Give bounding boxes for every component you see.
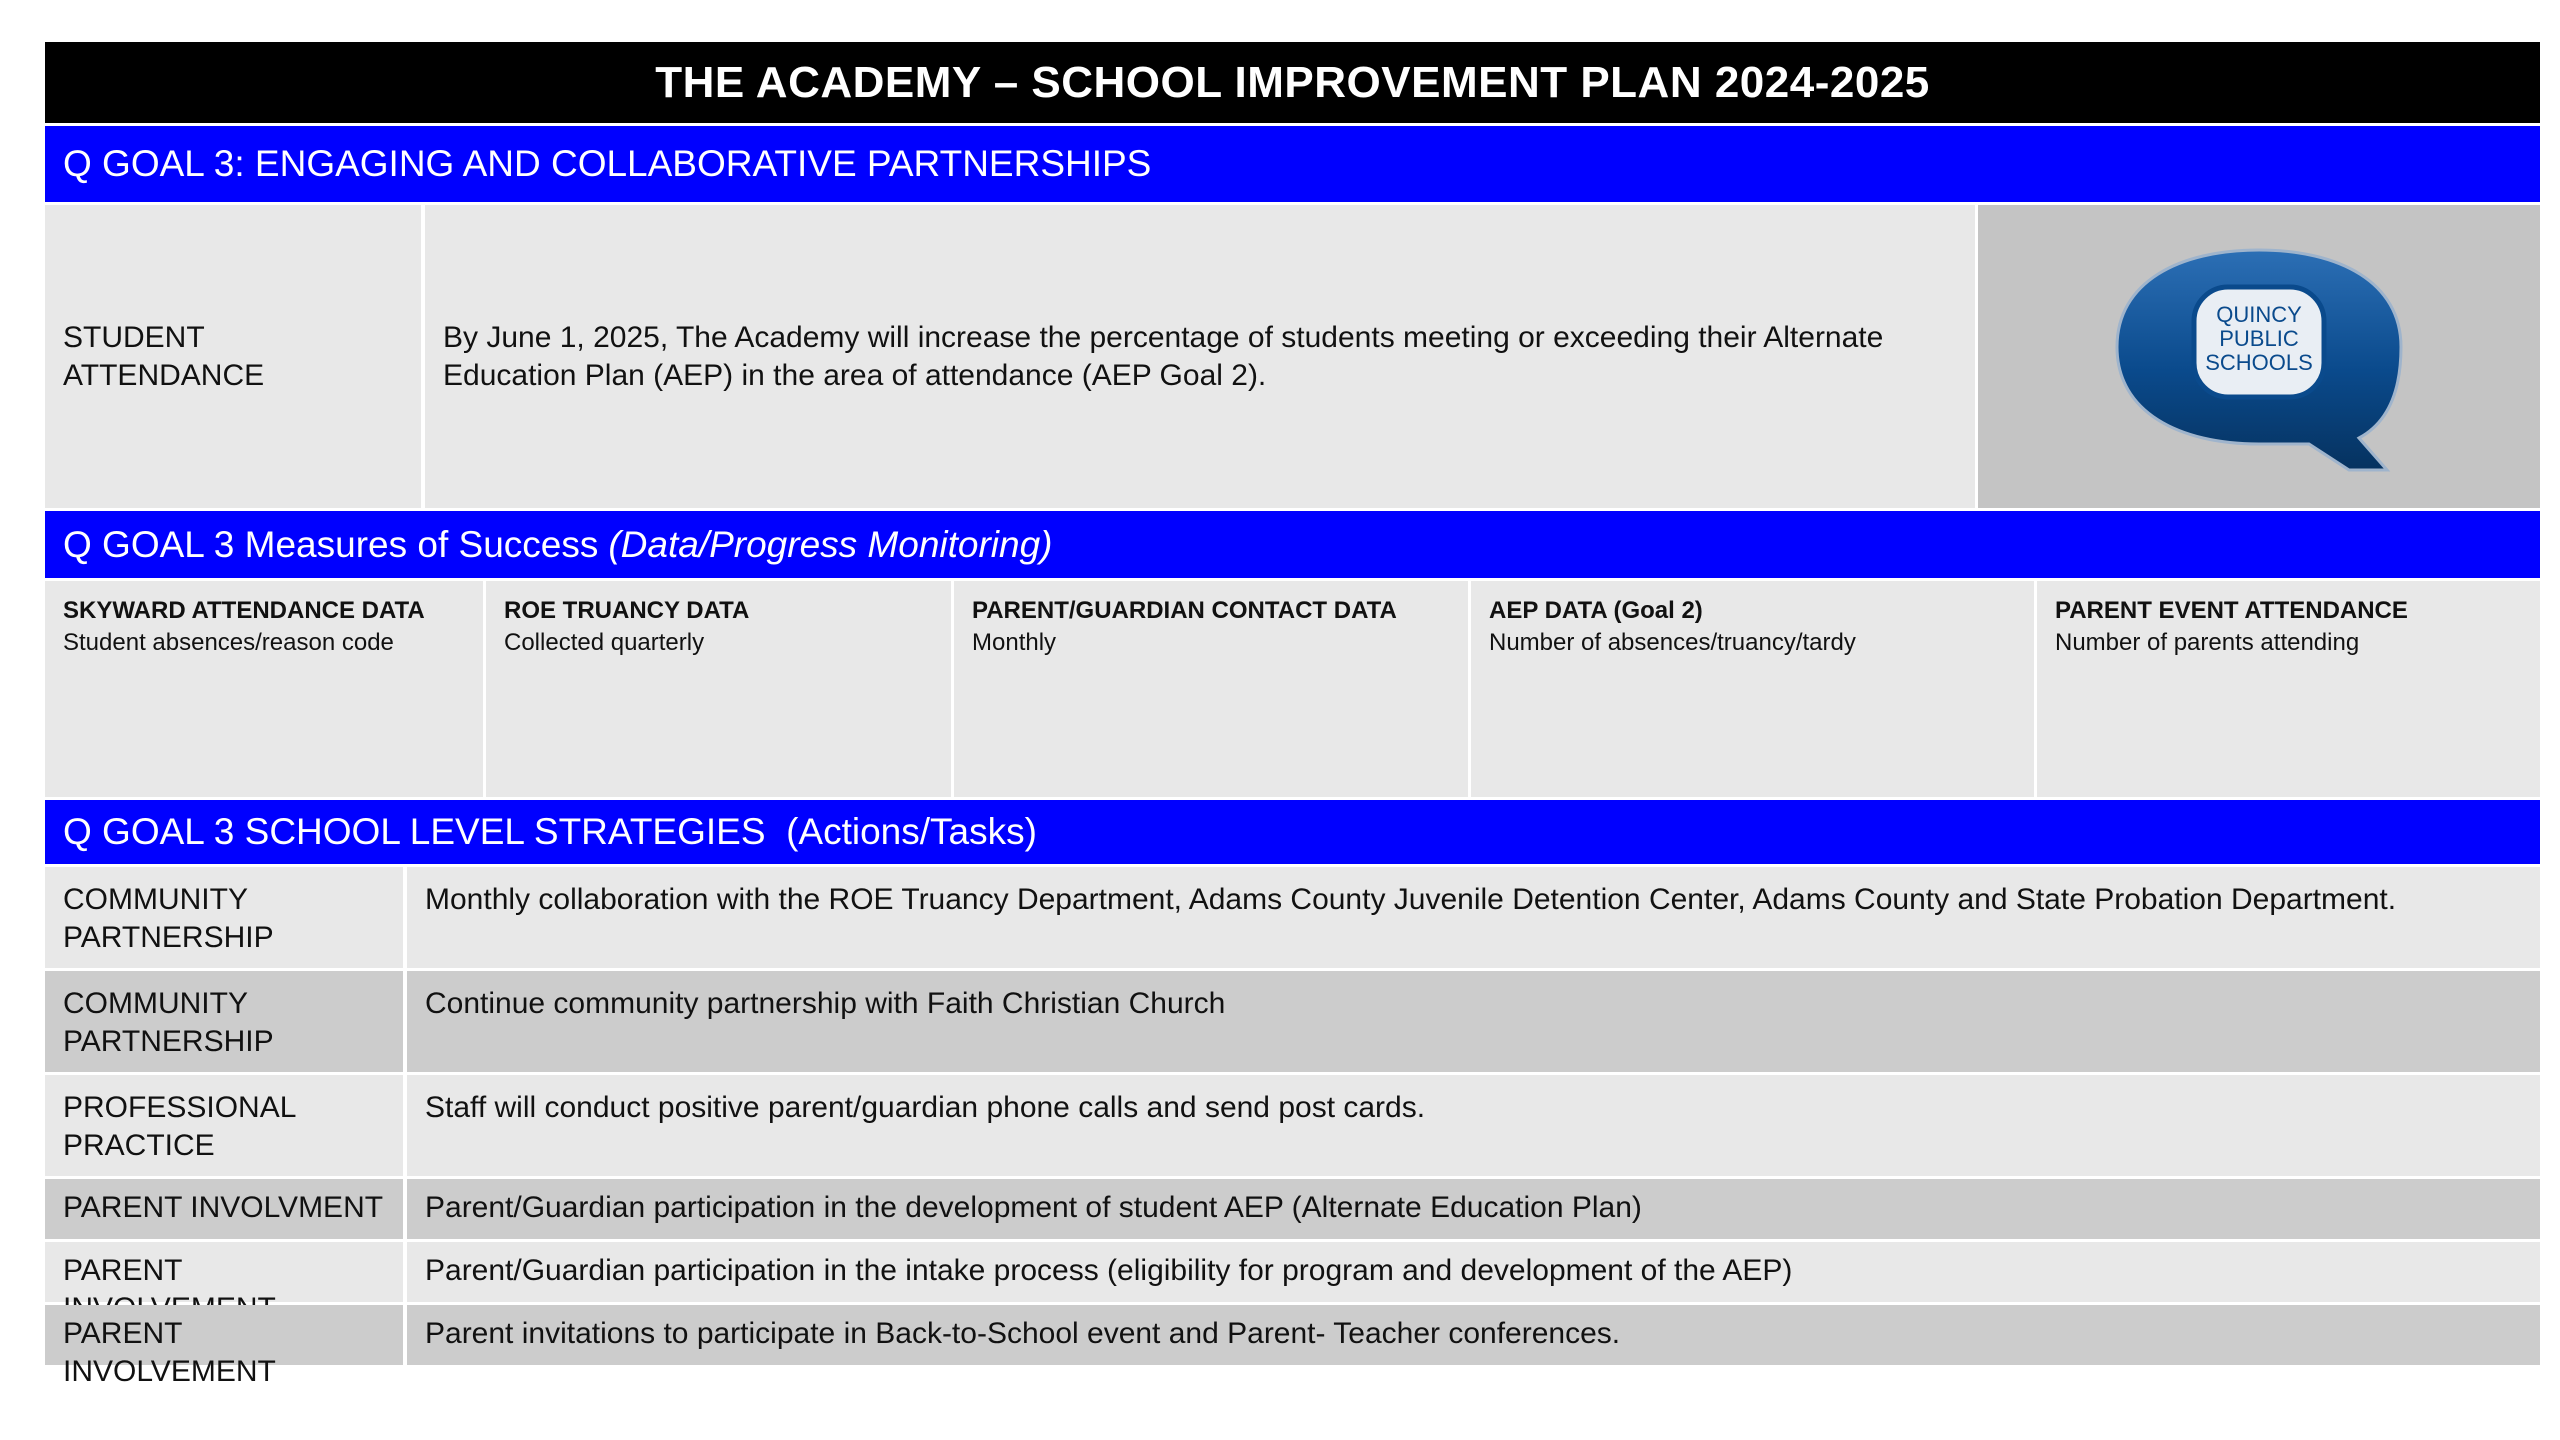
improvement-plan-slide (45, 42, 2540, 1388)
strategy-text: Continue community partnership with Faith Christian Church (407, 971, 2540, 1072)
strategies-header-bar (45, 800, 2540, 864)
strategy-row (45, 1305, 2540, 1388)
measures-row (45, 581, 2540, 797)
measure-title: SKYWARD ATTENDANCE DATA (63, 597, 425, 624)
page-title (45, 42, 2540, 123)
logo-line1: QUINCY (2216, 301, 2302, 327)
logo-line2: PUBLIC (2219, 325, 2299, 351)
measure-parent-contact (954, 581, 1468, 797)
goal-header-bar (45, 126, 2540, 202)
measure-roe-truancy (486, 581, 951, 797)
goal-row (45, 205, 2540, 508)
goal-statement-text: By June 1, 2025, The Academy will increase the percentage of students meeting or exceeding their Alternate Education Plan (AEP) in the area of attendance (AEP Goal 2). (443, 320, 1884, 392)
measures-header-text: Q GOAL 3 Measures of Success (63, 523, 599, 565)
strategy-text: Parent/Guardian participation in the development of student AEP (Alternate Education Plan) (407, 1179, 2540, 1239)
measures-header-italic: (Data/Progress Monitoring) (608, 523, 1053, 565)
measure-subtitle: Number of parents attending (2055, 629, 2360, 656)
measure-skyward (45, 581, 483, 797)
measure-aep-data (1471, 581, 2034, 797)
strategy-row (45, 1179, 2540, 1239)
measure-subtitle: Number of absences/truancy/tardy (1489, 629, 1856, 656)
strategies-header-text: Q GOAL 3 SCHOOL LEVEL STRATEGIES (Actions/Tasks) (63, 811, 1037, 852)
goal-category-text: STUDENT ATTENDANCE (63, 320, 265, 392)
measure-title: AEP DATA (Goal 2) (1489, 597, 1703, 624)
measure-parent-event (2037, 581, 2540, 797)
strategy-row (45, 1075, 2540, 1176)
strategy-text: Parent invitations to participate in Back-to-School event and Parent- Teacher conferences. (407, 1305, 2540, 1365)
strategy-row (45, 971, 2540, 1072)
strategy-text: Parent/Guardian participation in the intake process (eligibility for program and development of the AEP) (407, 1242, 2540, 1302)
measure-title: ROE TRUANCY DATA (504, 597, 750, 624)
strategy-category-text: COMMUNITY PARTNERSHIP (63, 883, 274, 954)
goal-statement (425, 205, 1975, 508)
goal-header-text: Q GOAL 3: ENGAGING AND COLLABORATIVE PARTNERSHIPS (63, 143, 1152, 184)
strategy-category: PARENT (45, 1242, 403, 1302)
measure-subtitle: Monthly (972, 629, 1057, 656)
logo-cell (1978, 205, 2540, 508)
strategy-text: Staff will conduct positive parent/guardian phone calls and send post cards. (407, 1075, 2540, 1176)
strategy-category (45, 971, 403, 1072)
strategy-row (45, 867, 2540, 968)
strategy-category: PARENT INVOLVEMENT (45, 1305, 403, 1365)
strategy-category (45, 1075, 403, 1176)
measure-title: PARENT/GUARDIAN CONTACT DATA (972, 597, 1397, 624)
measure-subtitle: Collected quarterly (504, 629, 705, 656)
measure-subtitle: Student absences/reason code (63, 629, 394, 656)
measures-header-bar (45, 511, 2540, 578)
strategy-category: PARENT INVOLVMENT (45, 1179, 403, 1239)
strategy-text: Monthly collaboration with the ROE Truancy Department, Adams County Juvenile Detention Center, Adams County and State Probation Department. (407, 867, 2540, 968)
logo-line3: SCHOOLS (2205, 349, 2313, 375)
strategy-category-text: COMMUNITY PARTNERSHIP (63, 987, 274, 1058)
strategy-category-text: PROFESSIONAL PRACTICE (63, 1091, 296, 1162)
strategy-category (45, 867, 403, 968)
page-title-text: THE ACADEMY – SCHOOL IMPROVEMENT PLAN 2024-2025 (655, 57, 1930, 107)
goal-category (45, 205, 421, 508)
strategy-row (45, 1242, 2540, 1302)
quincy-public-schools-logo (2109, 242, 2409, 472)
measure-title: PARENT EVENT ATTENDANCE (2055, 597, 2408, 624)
